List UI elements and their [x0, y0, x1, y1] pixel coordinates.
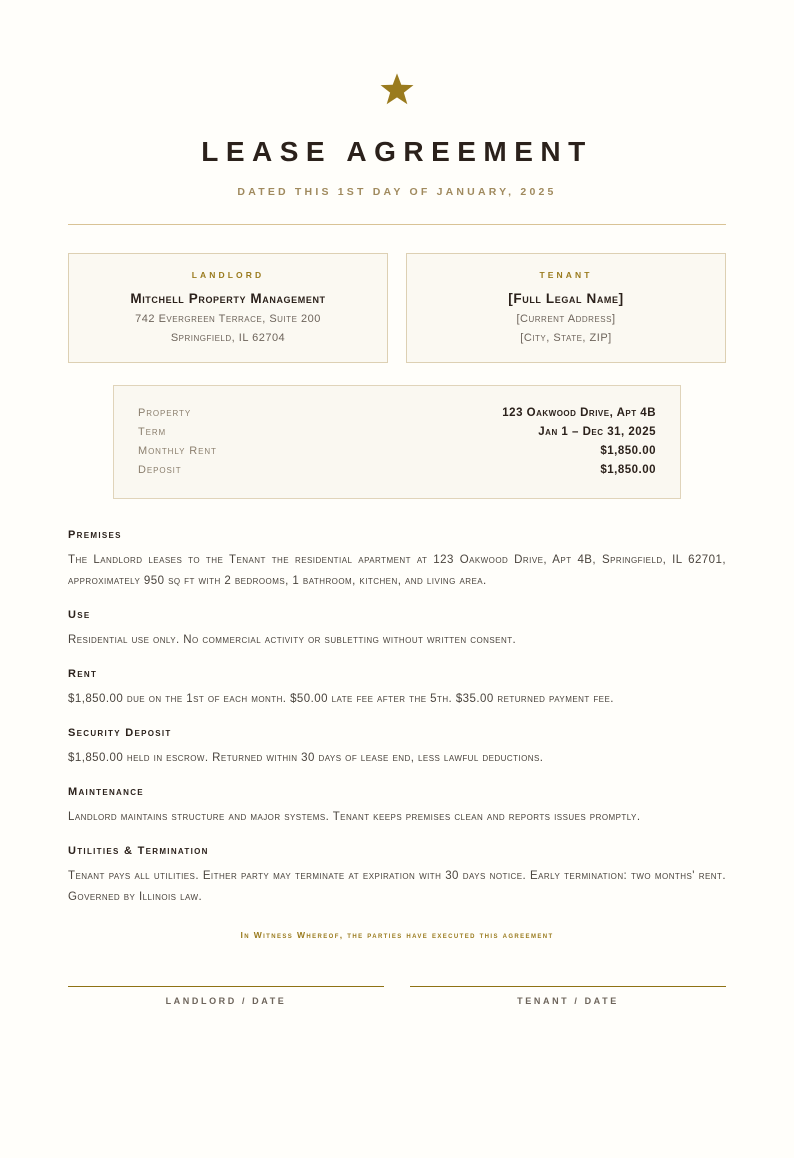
clause-use: [68, 609, 726, 651]
clause-heading: Premises: [68, 529, 122, 541]
landlord-role-label: LANDLORD: [191, 270, 265, 280]
clause-heading: Security Deposit: [68, 727, 172, 739]
clause-body: Residential use only. No commercial activity or subletting without written consent.: [68, 634, 517, 646]
tenant-name-placeholder: [Full Legal Name]: [508, 291, 624, 306]
clause-utilities-termination: [68, 845, 726, 908]
clause-body: Landlord maintains structure and major systems. Tenant keeps premises clean and reports issues promptly.: [68, 811, 641, 823]
parties-section: [68, 253, 726, 363]
clause-heading: Utilities & Termination: [68, 845, 209, 857]
landlord-party-box: [68, 253, 388, 363]
header-divider: [68, 224, 726, 225]
term-row: [138, 422, 656, 441]
term-row: [138, 403, 656, 422]
page-title: LEASE AGREEMENT: [201, 136, 593, 167]
tenant-party-box: [406, 253, 726, 363]
tenant-role-label: TENANT: [539, 270, 593, 280]
star-icon: [380, 72, 414, 106]
clause-body: The Landlord leases to the Tenant the residential apartment at 123 Oakwood Drive, Apt 4B, Springfield, IL 62701, approximately 950 sq ft with 2 bedrooms, 1 bathroom, kitchen, and living area.: [68, 554, 726, 587]
term-label-term: Term: [138, 425, 167, 438]
term-value-term: Jan 1 – Dec 31, 2025: [538, 425, 656, 438]
landlord-signature-caption: LANDLORD / DATE: [165, 996, 287, 1006]
clause-security-deposit: [68, 727, 726, 769]
document-date-line: DATED THIS 1ST DAY OF JANUARY, 2025: [237, 186, 557, 198]
tenant-signature-line[interactable]: [410, 986, 726, 987]
term-value-monthly-rent: $1,850.00: [600, 444, 656, 457]
clause-heading: Rent: [68, 668, 98, 680]
term-label-property: Property: [138, 406, 192, 419]
term-row: [138, 441, 656, 460]
clauses-section: [68, 529, 726, 908]
clause-heading: Maintenance: [68, 786, 144, 798]
clause-rent: [68, 668, 726, 710]
tenant-address-placeholder-2: [City, State, ZIP]: [520, 332, 612, 344]
tenant-address-placeholder-1: [Current Address]: [516, 313, 616, 325]
tenant-signature-block[interactable]: [410, 986, 726, 1006]
clause-heading: Use: [68, 609, 91, 621]
clause-maintenance: [68, 786, 726, 828]
document-header: [68, 6, 726, 225]
landlord-signature-block[interactable]: [68, 986, 384, 1006]
clause-body: $1,850.00 due on the 1st of each month. $50.00 late fee after the 5th. $35.00 returned payment fee.: [68, 693, 614, 705]
witness-statement: In Witness Whereof, the parties have executed this agreement: [240, 930, 554, 940]
term-label-deposit: Deposit: [138, 463, 182, 476]
landlord-name: Mitchell Property Management: [130, 291, 326, 306]
clause-body: Tenant pays all utilities. Either party may terminate at expiration with 30 days notice. Early termination: two months' rent. Governed by Illinois law.: [68, 870, 726, 903]
page-content: [6, 6, 788, 1152]
term-label-monthly-rent: Monthly Rent: [138, 444, 217, 457]
clause-premises: [68, 529, 726, 592]
landlord-address-line-1: 742 Evergreen Terrace, Suite 200: [135, 313, 321, 325]
signature-section: [68, 986, 726, 1006]
term-value-property: 123 Oakwood Drive, Apt 4B: [502, 406, 656, 419]
landlord-address-line-2: Springfield, IL 62704: [170, 332, 286, 344]
term-row: [138, 460, 656, 479]
landlord-signature-line[interactable]: [68, 986, 384, 987]
key-terms-box: [113, 385, 681, 499]
clause-body: $1,850.00 held in escrow. Returned within 30 days of lease end, less lawful deductions.: [68, 752, 544, 764]
tenant-signature-caption: TENANT / DATE: [517, 996, 619, 1006]
term-value-deposit: $1,850.00: [600, 463, 656, 476]
